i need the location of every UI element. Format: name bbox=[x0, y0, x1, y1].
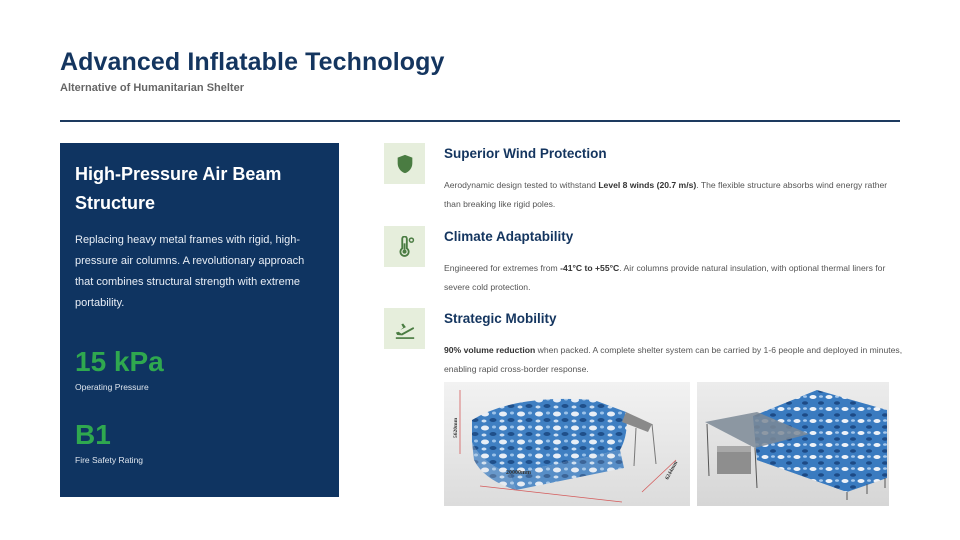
air-beam-panel bbox=[60, 143, 339, 497]
stat-value: 15 kPa bbox=[75, 346, 164, 377]
panel-title: High-Pressure Air Beam Structure bbox=[75, 164, 282, 213]
panel-description: Replacing heavy metal frames with rigid, high-pressure air columns. A revolutionary approach that combines structural strength with extreme portability. bbox=[75, 234, 305, 309]
feature-description: 90% volume reduction when packed. A complete shelter system can be carried by 1-6 people and deployed in minutes, enabling rapid cross-border response. bbox=[444, 345, 903, 374]
width-dimension-label: 6244mm bbox=[664, 460, 680, 481]
page-title: Advanced Inflatable Technology bbox=[60, 48, 445, 76]
stat-label: Fire Safety Rating bbox=[75, 455, 144, 465]
feature-title: Strategic Mobility bbox=[444, 311, 557, 326]
stat-fire-safety bbox=[75, 419, 143, 465]
page-subtitle: Alternative of Humanitarian Shelter bbox=[60, 82, 244, 94]
tent-awning-image bbox=[697, 382, 889, 506]
shield-icon bbox=[384, 143, 425, 184]
stat-label: Operating Pressure bbox=[75, 382, 149, 392]
feature-title: Climate Adaptability bbox=[444, 229, 574, 244]
title-divider bbox=[60, 120, 900, 122]
stat-value: B1 bbox=[75, 419, 111, 450]
feature-description: Aerodynamic design tested to withstand Level 8 winds (20.7 m/s). The flexible structure absorbs wind energy rather than breaking like rigid poles. bbox=[444, 180, 888, 209]
length-dimension-label: 20000mm bbox=[506, 470, 531, 476]
feature-description: Engineered for extremes from -41°C to +55°C. Air columns provide natural insulation, with optional thermal liners for severe cold protection. bbox=[444, 263, 886, 292]
stat-operating-pressure bbox=[75, 346, 164, 392]
airplane-departure-icon bbox=[384, 308, 425, 349]
feature-title: Superior Wind Protection bbox=[444, 146, 607, 161]
height-dimension-label: 5620mm bbox=[453, 417, 459, 438]
thermometer-icon bbox=[384, 226, 425, 267]
tent-dimensions-image bbox=[444, 382, 690, 506]
